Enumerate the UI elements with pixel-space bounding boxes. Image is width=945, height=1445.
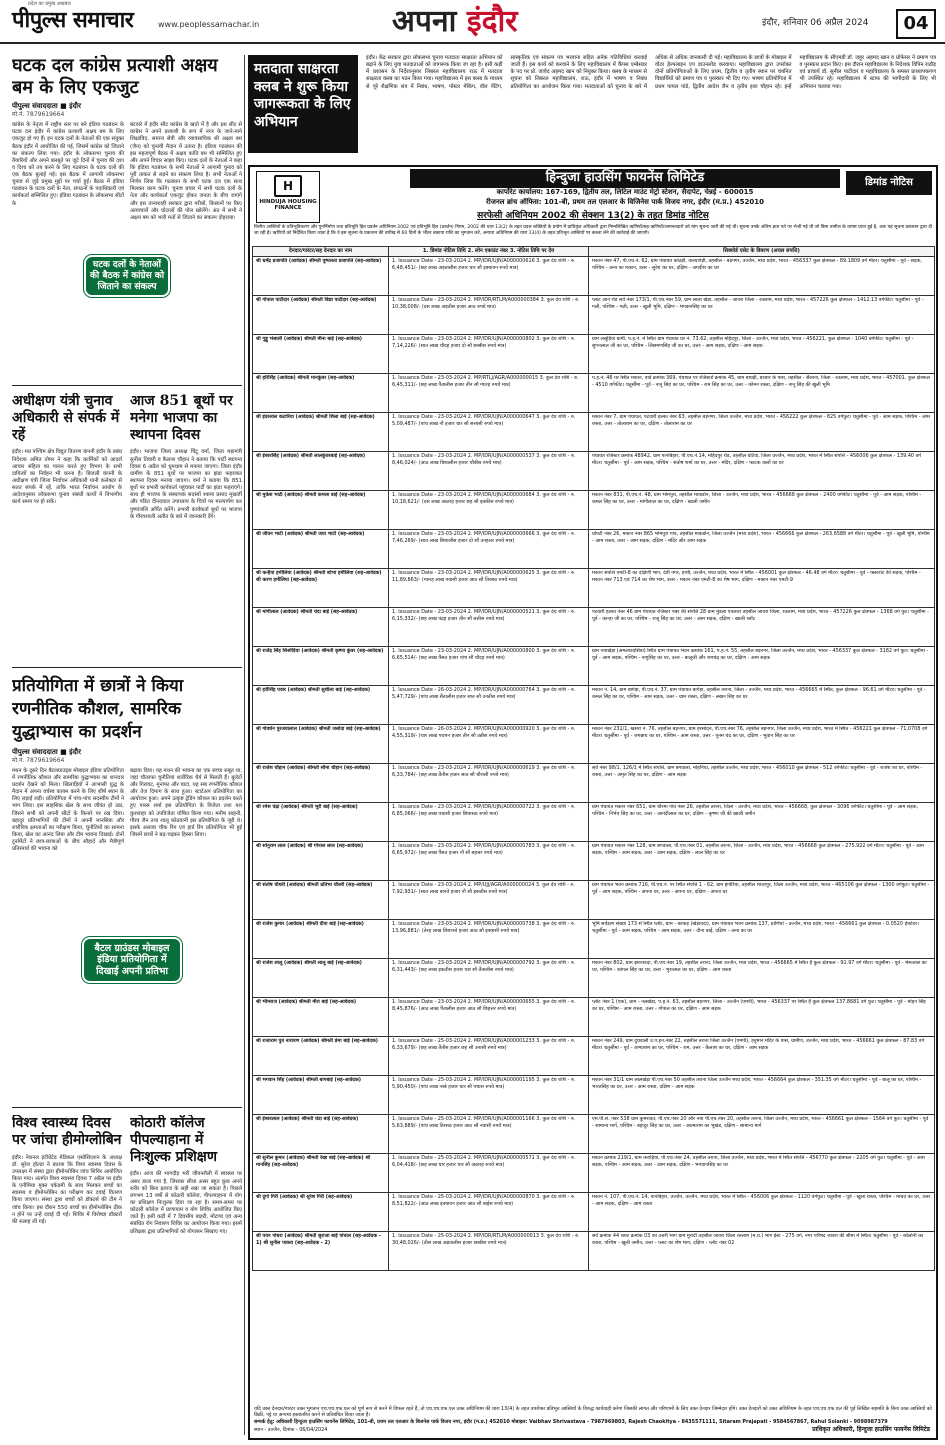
story-health-day bbox=[12, 1115, 122, 1435]
cell-asset: मकान नंबर 7, ग्राम पंचायत, पटवारी हल्का नंबर 63, तहसील बड़नगर, जिला उज्जैन, मध्य प्रदेश, भारत - 456222 कुल क्षेत्रफल - 825 वर्गफुट। चतुर्सीमा - पूर्व - आम सड़क, पश्चिम - आम रास्ता, उत्तर - तोलाराम का घर, दक्षिण - तोलाराम का घर bbox=[589, 413, 935, 452]
notice-table bbox=[252, 246, 935, 1271]
story-bjp-foundation bbox=[130, 393, 242, 683]
cell-asset: एम.पी.सं. नंबर 538 ग्राम कुमरावत, पी.एच.नंबर 20 और नया पी.एच.नंबर 20, तहसील तराना, जिला उज्जैन, मध्य प्रदेश, भारत - 456661 कुल क्षेत्रफल - 1564 वर्ग फुट। चतुर्सीमा - पूर्व - सामान्य मार्ग, पश्चिम - बहादुर सिंह का घर, उत्तर - आत्माराम का भूखंड, दक्षिण - सामान्य मार्ग bbox=[589, 1115, 935, 1154]
cell-borrower: श्री इंदरलाल कटारिया (आवेदक) श्रीमती शिला बाई (सह-आवेदक) bbox=[253, 413, 389, 452]
story-headline: कोठारी कॉलेज पीपल्याहाना में निःशुल्क प्रशिक्षण bbox=[130, 1115, 217, 1165]
cell-borrower: श्री पवन गांधरा (आवेदक) श्रीमती सुराजा बाई पांचाल (सह-आवेदक - 1) श्री सुनील पाकरा (सह-आवेदक - 2) bbox=[253, 1232, 389, 1271]
table-row bbox=[253, 1232, 935, 1271]
cell-demand: 1. Issuance Date - 25-03-2024 2. MP/IDR/UJN/A000000571 3. कुल देय राशि - रु. 6,04,418/- (छह लाख चार हजार चार सौ अठारह रुपये मात्र) bbox=[389, 1154, 589, 1193]
table-row bbox=[253, 842, 935, 881]
story-headline: मतदाता साक्षरता क्लब ने शुरू किया जागरूकता के लिए अभियान bbox=[248, 55, 358, 153]
brand-tagline: प्रदेश का प्रमुख अखबार bbox=[28, 1, 71, 7]
notice-rows bbox=[253, 257, 935, 1271]
table-row bbox=[253, 881, 935, 920]
cell-borrower: श्री राजेंद्र सिंह सिसोदिया (आवेदक) श्रीमती कृष्णा कुंवर (सह-आवेदक) bbox=[253, 647, 389, 686]
cell-demand: 1. Issuance Date - 23-03-2024 2. MP/RTLJ/AGR/A000000015 3. कुल देय राशि - रु. 6,45,311/- (छह लाख पैंतालीस हजार तीन सौ ग्यारह रुपये मात्र) bbox=[389, 374, 589, 413]
footer-place-date: स्थान - उज्जैन, दिनांक - 06/04/2024 bbox=[254, 1427, 328, 1434]
cell-demand: 1. Issuance Date - 23-03-2024 2. MP/IDR/UJN/A000000684 3. कुल देय राशि - रु. 10,18,621/- (दस लाख अठारह हजार छह सौ इक्कीस रुपये मात्र) bbox=[389, 491, 589, 530]
cell-demand: 1. Issuance Date - 23-03-2024 2. MP/IDR/UJN/A000000616 3. कुल देय राशि - रु. 6,48,451/- (छह लाख अड़तालीस हजार चार सौ इक्यावन रुपये मात्र) bbox=[389, 257, 589, 296]
cell-demand: 1. Issuance Date - 25-03-2024 2. MP/IDR/RTLM/A000000013 3. कुल देय राशि - रु. 30,48,026/- (तीस लाख अड़तालीस हजार छब्बीस रुपये मात्र) bbox=[389, 1232, 589, 1271]
cell-asset: प.ह.नं. 46 पर स्थित मकान, वार्ड क्रमांक 369, पंचायत पर रजिस्टर्ड क्रमांक 45, ग्राम बायड़ी, बाजार के पास, तहसील - सैलाना, जिला - रतलाम, मध्य प्रदेश, भारत - 457001, कुल क्षेत्रफल - 4510 वर्गफीट। चतुर्सीमा - पूर्व - नानू सिंह का घर, पश्चिम - राम सिंह का घर, उत्तर - कॉमन रास्ता, दक्षिण - नानू सिंह की खुली भूमि bbox=[589, 374, 935, 413]
cell-demand: 1. Issuance Date - 23-03-2024 2. MP/IDR/UJN/A000000647 3. कुल देय राशि - रु. 5,09,487/- (पांच लाख नौ हजार चार सौ सत्तासी रुपये मात्र) bbox=[389, 413, 589, 452]
table-row bbox=[253, 569, 935, 608]
notice-header bbox=[250, 167, 936, 229]
table-row bbox=[253, 1154, 935, 1193]
cell-borrower: श्री मांगीलाल (आवेदक) श्रीमती चंदा बाई (सह-आवेदक) bbox=[253, 608, 389, 647]
act-title: सरफेसी अधिनियम 2002 की सेक्शन 13(2) के तहत डिमांड नोटिस bbox=[477, 211, 709, 221]
cell-borrower: श्री राजेश कुमार (आवेदक) श्रीमती दीपा बाई (सह-आवेदक) bbox=[253, 920, 389, 959]
table-row bbox=[253, 296, 935, 335]
cell-asset: मकान नंबर 231/1, खसरा नं. 76, तहसील बड़नगर, ग्राम हरसोदन, पी.एच.नंबर 76, तहसील बड़नगर, जिला उज्जैन, मध्य प्रदेश, भारत में स्थित - 456221 कुल क्षेत्रफल - 71.0708 वर्ग मीटर। चतुर्सीमा - पूर्व - जगन्नाथ का घर, पश्चिम - आम रास्ता, उत्तर - पूनम चंद का घर, दक्षिण - भुवान सिंह का घर bbox=[589, 725, 935, 764]
dateline: इंदौर, शनिवार 06 अप्रैल 2024 bbox=[762, 18, 869, 28]
story-voter-literacy bbox=[248, 55, 938, 165]
table-row bbox=[253, 374, 935, 413]
cell-demand: 1. Issuance Date - 23-03-2024 2. MP/IDR/UJN/A000000625 3. कुल देय राशि - रु. 11,89,863/- (ग्यारह लाख नवासी हजार आठ सौ तिरसठ रुपये मात्र) bbox=[389, 569, 589, 608]
cell-asset: मकान नंबर 47, पी.एच.नं. 62, ग्राम पंचायत कोठड़ी, वाल्यापेड़ी, तहसील - बड़नगर, उज्जैन, मध्य प्रदेश, भारत - 456337 कुल क्षेत्रफल - 89.1809 वर्ग मीटर। चतुर्सीमा - पूर्व - सड़क, पश्चिम - अन्य का मकान, उत्तर - सुरेश का घर, दक्षिण - जगदीश का घर bbox=[589, 257, 935, 296]
cell-asset: मकान नंबर 831, पी.एच.नं. 48, ग्राम भोमपुरा, तहसील माकडोन, जिला - उज्जैन, मध्य प्रदेश, भारत - 456668 कुल क्षेत्रफल - 2400 वर्गफीट। चतुर्सीमा - पूर्व - आम सड़क, पश्चिम - कमल सिंह का घर, उत्तर - मांगीलाल का घर, दक्षिण - खाली जमीन bbox=[589, 491, 935, 530]
cell-demand: 1. Issuance Date - 26-03-2024 2. MP/IDR/UJN/A000000764 3. कुल देय राशि - रु. 5,47,729/- (पांच लाख सैंतालीस हजार सात सौ उनतीस रुपये मात्र) bbox=[389, 686, 589, 725]
cell-borrower: श्री गोवर्धन पुरजवालाल (आवेदक) श्रीमती जसोदा बाई (सह-आवेदक) bbox=[253, 725, 389, 764]
column-separator bbox=[244, 55, 245, 1435]
cell-asset: ग्राम पंचायत भवन क्रमांक 716, पी.एच.नं. पर स्थित संपत्ति 1 - 62, ग्राम इंगोरिया, तहसील शाजापुर, जिला उज्जैन, मध्य प्रदेश, भारत - 465106 कुल क्षेत्रफल - 1300 वर्गफुट। चतुर्सीमा - पूर्व - आम सड़क, पश्चिम - अपना घर, उत्तर - अपना घर, दक्षिण - अपना घर bbox=[589, 881, 935, 920]
story-callout-badge: बैटल ग्राउंडस मोबाइल इंडिया प्रतियोगिता में दिखाई अपनी प्रतिभा bbox=[82, 937, 182, 983]
section-title bbox=[392, 2, 518, 41]
story-body: इंदौर। नेशनल इंटीग्रेटेड मेडिकल एसोसिएशन के अध्यक्ष डॉ. सुरेश होल्डा ने बताया कि विश्व स्वास्थ्य दिवस के उपलक्ष्य में संस्था द्वारा हीमोग्लोबिन जांच शिविर आयोजित किया गया। अंतर्गत विश्व स्वास्थ्य दिवस 7 अप्रैल पर इंदौर के एनीमिया मुक्त एकेडमी के साथ मिलकर बच्चों का स्वास्थ्य व हीमोग्लोबिन का परीक्षण कर दवाई वितरण किया जाएगा। संस्था द्वारा बच्चों को डॉक्टर्स की टीम ने जांच किया। इस दौरान 550 बच्चों का हीमोग्लोबिन ठीक न होने पर उन्हें दवाई दी गई। शिविर में विशेषज्ञ डॉक्टरों की सलाह ली गई। bbox=[12, 1154, 122, 1225]
col-header-asset: सिक्योर्ड एसेट के विवरण (अचल संपत्ति) bbox=[589, 247, 935, 257]
table-row bbox=[253, 803, 935, 842]
table-row bbox=[253, 959, 935, 998]
regional-address: रीजनल ब्रांच ऑफिस: 101-बी, प्रथम तल एलआर के विजिनेस पार्क विजय नगर, इंदौर (म.प्र.) 452010 bbox=[486, 198, 764, 206]
table-row bbox=[253, 452, 935, 491]
divider bbox=[12, 385, 242, 386]
story-body-col1: मंथन के दूसरे दिन बैटलग्राउंड्स मोबाइल इंडिया प्रतियोगिता में रणनीतिक कौशल और सामरिक युद्धाभ्यास का शानदार प्रदर्शन देखने को मिला। खिलाड़ियों ने आभासी युद्ध के मैदान में अपना वर्चस्व कायम करने के लिए शीर्ष स्थान के लिए लड़ाई लड़ी। प्रतियोगिता में पांच-पांच सदस्यीय टीमों ने भाग लिया। इस साहसिक खेल के साथ जीवंत हो उठा, जिसने सभी को अपनी सीटों के किनारे पर रख दिया। बहादुर प्रतिभागियों की टीमों ने अपनी मानसिक और शारीरिक क्षमताओं का परीक्षण किया, चुनौतियों का सामना किया, खेल का आनंद लिया और टीम भावना दिखाई। दोनों टूर्नामेंटों ने छात्र-छात्राओं के बीच सौहार्द और मैत्रीपूर्ण प्रतिस्पर्धा की भावना को bbox=[12, 767, 124, 853]
cell-borrower: श्री राजाराम पुत्र नारायण (आवेदक) श्रीमती प्रेमा बाई (सह-आवेदक) bbox=[253, 1037, 389, 1076]
cell-borrower: श्री कन्हैया हमीलिया (आवेदक) श्रीमती शोभा हमीलिया (सह-आवेदक) श्री करण हमीलिया (सह-आवेदक) bbox=[253, 569, 389, 608]
cell-asset: प्लाट आन रोड सर्वे नंबर 173/1, पी.एच.नंबर 59, ग्राम लाला खेड़ा, तहसील - जावरा जिला - रतलाम, मध्य प्रदेश, भारत - 457226 कुल क्षेत्रफल - 1412.13 वर्गफीट। चतुर्सीमा - पूर्व - गली, पश्चिम - गली, उत्तर - खुली भूमि, दक्षिण - भगवानसिंह का घर bbox=[589, 296, 935, 335]
cell-asset: प्रोपर्टी नंबर 26, मकान नंबर 865 भोमपुरा गांव, तहसील माकडोन, जिला उज्जैन (मध्य प्रदेश), भारत - 456666 कुल क्षेत्रफल - 263.6588 वर्ग मीटर। चतुर्सीमा - पूर्व - खुली भूमि, पश्चिम - आम रास्ता, उत्तर - आम सड़क, दक्षिण - मंदिर और आम सड़क bbox=[589, 530, 935, 569]
story-mobile: मो.नं. 7879619664 bbox=[12, 111, 65, 119]
cell-demand: 1. Issuance Date - 23-03-2024 2. MP/IDR/UJN/A000000655 3. कुल देय राशि - रु. 8,45,876/- (आठ लाख पैंतालीस हजार आठ सौ छिहत्तर रुपये मात्र) bbox=[389, 998, 589, 1037]
cell-asset: मकान संपत्ति एमटी-8 का दक्षिणी भाग, देवी नगर, हाथी, उज्जैन, मध्य प्रदेश, भारत में स्थित - 456001 कुल क्षेत्रफल - 46.48 वर्ग मीटर। चतुर्सीमा - पूर्व - फ्लटरांट की सड़क, पश्चिम - मकान नंबर 713 एवं 714 का शेष भाग, उत्तर - मकान नंबर एमटी-8 का शेष भाग, दक्षिण - मकान नंबर एमटी-9 bbox=[589, 569, 935, 608]
cell-demand: 1. Issuance Date - 25-03-2024 2. MP/IDR/UJN/A000001233 3. कुल देय राशि - रु. 6,33,679/- (छह लाख तैंतीस हजार छह सौ उनासी रुपये मात्र) bbox=[389, 1037, 589, 1076]
cell-demand: 1. Issuance Date - 23-03-2024 2. MP/IDR/UJN/A000000666 3. कुल देय राशि - रु. 7,46,269/- (सात लाख छियालीस हजार दो सौ उनहत्तर रुपये मात्र) bbox=[389, 530, 589, 569]
cell-demand: 1. Issuance Date - 23-03-2024 2. MP/IDR/UJN/A000000722 3. कुल देय राशि - रु. 6,85,066/- (छह लाख पचासी हजार छियासठ रुपये मात्र) bbox=[389, 803, 589, 842]
cell-borrower: श्री गुड्डू भंसाली (आवेदक) श्रीमती मीना बाई (सह-आवेदक) bbox=[253, 335, 389, 374]
cell-asset: मकान क्रमांक 219/1, ग्राम कराड़िया, पी.एच.नंबर 24, तहसील तराना, जिला उज्जैन, मध्य प्रदेश, भारत में स्थित संपत्ति - 456770 कुल क्षेत्रफल - 2205 वर्ग फुट। चतुर्सीमा - पूर्व - आम सड़क, पश्चिम - आम सड़क, उत्तर - आम सड़क, दक्षिण - भगवानसिंह का घर bbox=[589, 1154, 935, 1193]
story-callout-badge: घटक दलों के नेताओं की बैठक में कांग्रेस को जिताने का संकल्प bbox=[84, 255, 170, 297]
cell-asset: सर्वे नंबर 98/1, 126/1 में स्थित संपत्ति, ग्राम बगवाला, मोहनिया, तहसील उज्जैन, मध्य प्रदेश, भारत - 456010 कुल क्षेत्रफल - 512 वर्गफीट। चतुर्सीमा - पूर्व - राजेश का घर, पश्चिम - रास्ता, उत्तर - अमृत सिंह का घर, दक्षिण - आम सड़क bbox=[589, 764, 935, 803]
cell-borrower: श्री भीमराज (आवेदक) श्रीमती मीरा बाई (सह-आवेदक) bbox=[253, 998, 389, 1037]
cell-borrower: श्री ईश्वरलाल (आवेदक) श्रीमती चंदा बाई (सह-आवेदक) bbox=[253, 1115, 389, 1154]
cell-demand: 1. Issuance Date - 23-03-2024 2. MP/IDR/UJN/A000000783 3. कुल देय राशि - रु. 6,65,972/- (छह लाख पैंसठ हजार नौ सौ बहत्तर रुपये मात्र) bbox=[389, 842, 589, 881]
story-body: इंदौर। आज की भागदौड़ भरी जीवनशैली में स्वास्थ्य पर असर डाला गया है, जिसका सीधा असर बहुत कुछ अपने शरीर को बिना इलाज के सही रखा जा सकता है। पिछले लगभग 13 वर्षों से कोठारी कॉलेज, पीपल्याहाना में योग का प्रशिक्षण निःशुल्क दिया जा रहा है। समय-समय पर कोठारी कॉलेज में प्राणायाम व योग शिविर आयोजित किए जाते हैं। इसी कड़ी में 7 दिवसीय बाहरी, मोटापा एवं अन्य संबंधित रोग निवारण शिविर का आयोजन किया गया। इसमें प्रशिक्षक द्वारा प्रतिभागियों को योगासन सिखाए गए। bbox=[130, 1171, 242, 1235]
table-row bbox=[253, 491, 935, 530]
cell-asset: सर्वे क्रमांक 44 प्लाट क्रमांक 03 का उत्तरी भाग ग्राम मुरादी तहसील जावरा जिला रतलाम (म.प्र.) भाग ईस्ट - 275 वर्ग, नगर परिषद जावरा की सीमा में स्थित। चतुर्सीमा - पूर्व - कॉलोनी का रास्ता, पश्चिम - खुली जमीन, उत्तर - प्लाट का शेष भाग, दक्षिण - प्लॉट नंबर 02 bbox=[589, 1232, 935, 1271]
cell-asset: मकान नंबर 802, ग्राम झरनावदा, पी.एच.नंबर 19, तहसील तराना, जिला उज्जैन, मध्य प्रदेश, भारत - 456665 में स्थित है कुल क्षेत्रफल - 91.97 वर्ग मीटर। चतुर्सीमा - पूर्व - भेरूलाल का घर, पश्चिम - कांगल सिंह का घर, उत्तर - भुरालाल का घर, दक्षिण - आम रास्ता bbox=[589, 959, 935, 998]
brand-logo: पीपुल्स समाचार bbox=[12, 7, 134, 33]
cell-demand: 1. Issuance Date - 25-03-2024 2. MP/IDR/UJN/A000001166 3. कुल देय राशि - रु. 5,63,889/- (पांच लाख तिरसठ हजार आठ सौ नवासी रुपये मात्र) bbox=[389, 1115, 589, 1154]
story-body: इंदौर। भाजपा जिला अध्यक्ष चिंटू वर्मा, जिला महामंत्री सुनील तिवारी व कैलाश चौहान ने बताया कि पार्टी स्थापना दिवस 6 अप्रैल को धूमधाम से मनाया जाएगा। जिला इंदौर ग्रामीण के 851 बूथों पर भाजपा का झंडा फहराकर स्थापना दिवस मनाया जाएगा। वर्मा ने बताया कि 851 बूथों पर प्रभारी कार्यकर्ता पहुंचकर पार्टी का झंडा फहराएंगे। साथ ही भाजपा के संस्थापक सदस्यों श्यामा प्रसाद मुखर्जी और पंडित दीनदयाल उपाध्याय के चित्रों पर माल्यार्पण कर पुष्पांजलि अर्पित करेंगे। प्रभारी कार्यकर्ता बूथों पर भाजपा के गौरवशाली अतीत के बारे में जानकारी देंगे। bbox=[130, 449, 242, 520]
table-row bbox=[253, 1115, 935, 1154]
cell-demand: 1. Issuance Date - 23-03-2024 2. MP/IDR/UJN/A000000537 3. कुल देय राशि - रु. 8,46,024/- (आठ लाख छियालीस हजार चौबीस रुपये मात्र) bbox=[389, 452, 589, 491]
cell-asset: भूमि सर्वेक्षण संख्या 173 से स्थित प्लॉट, ग्राम - कांकड़ (खेड़ावदा), ग्राम पंचायत भवन क्रमांक 137, प्राणियां - उज्जैन, मध्य प्रदेश, भारत - 456661 कुल क्षेत्रफल - 0.0520 हेक्टेयर। चतुर्सीमा - पूर्व - आम सड़क, पश्चिम - आम सड़क, उत्तर - दीना बाई, दक्षिण - अन्य का घर bbox=[589, 920, 935, 959]
logo-text: HINDUJA HOUSING FINANCE bbox=[259, 199, 317, 212]
demand-notice-ad bbox=[248, 165, 938, 1440]
section-title-pre: अपना bbox=[392, 4, 457, 39]
table-row bbox=[253, 647, 935, 686]
table-row bbox=[253, 1037, 935, 1076]
cell-borrower: श्री संतोष चौधरी (आवेदक) श्रीमती प्रतिभा चौधरी (सह-आवेदक) bbox=[253, 881, 389, 920]
story-adhikshan-yantri bbox=[12, 393, 122, 683]
cell-asset: पंचायत रजिस्टर क्रमांक 48942, ग्राम पानबिहार, पी.एच.नं.14, महिदपुर रोड, तहसील घटिया, जिला उज्जैन, मध्य प्रदेश, भारत में स्थित संपत्ति - 456006 कुल क्षेत्रफल - 139.40 वर्ग मीटर। चतुर्सीमा - पूर्व - आम सड़क, पश्चिम - संतोष शर्मा का घर, उत्तर - मंदिर, दक्षिण - फाटक वालों का घर bbox=[589, 452, 935, 491]
cell-asset: ग्राम नयाखेड़ा (अमलावदसिवा) स्थित ग्राम पंचायत भवन क्रमांक 161, प.ह.नं. 55, तहसील बड़नगर, जिला उज्जैन, मध्य प्रदेश, भारत - 456337 कुल क्षेत्रफल - 3182 वर्ग फुट। चतुर्सीमा - पूर्व - आम सड़क, पश्चिम - नागुसिंह का घर, उत्तर - बालूजी और रामचंद्र का घर, दक्षिण - आम सड़क bbox=[589, 647, 935, 686]
cell-demand: 1. Issuance Date - 23-03-2024 2. MP/IDR/UJN/A000000800 3. कुल देय राशि - रु. 6,65,514/- (छह लाख पैंसठ हजार पांच सौ चौदह रुपये मात्र) bbox=[389, 647, 589, 686]
cell-demand: 1. Issuance Date - 26-03-2024 2. MP/IDR/UJN/A000000920 3. कुल देय राशि - रु. 4,55,319/- (चार लाख पचपन हजार तीन सौ उन्नीस रुपये मात्र) bbox=[389, 725, 589, 764]
cell-demand: 1. Issuance Date - 23-03-2024 2. MP/IDR/UJN/A000000738 3. कुल देय राशि - रु. 13,96,881/- (तेरह लाख छियानबे हजार आठ सौ इक्यासी रुपये मात्र) bbox=[389, 920, 589, 959]
cell-borrower: श्री मुकेश भाटी (आवेदक) श्रीमती कमला बाई (सह-आवेदक) bbox=[253, 491, 389, 530]
cell-borrower: श्री धर्मेंद्र प्रजापति (आवेदक) श्रीमती पुष्पलता प्रजापति (सह-आवेदक) bbox=[253, 257, 389, 296]
cell-demand: 1. Issuance Date - 23-03-2024 2. MP/IDR/UJN/A000000792 3. कुल देय राशि - रु. 6,31,443/- (छह लाख इकतीस हजार चार सौ तैंतालीस रुपये मात्र) bbox=[389, 959, 589, 998]
cell-demand: 1. Issuance Date - 25-03-2024 2. MP/IDR/UJN/A000000870 3. कुल देय राशि - रु. 8,51,822/- (आठ लाख इक्यावन हजार आठ सौ बाईस रुपये मात्र) bbox=[389, 1193, 589, 1232]
story-body: इंदौर। मप्र पश्चिम क्षेत्र विद्युत वितरण कंपनी इंदौर के प्रबंध निदेशक अमित तोमर ने कहा कि कार्मिकों को आदर्श आचार संहिता का पालन करते हुए विभाग के सभी दायित्वों का निर्वहन भी करना है। बिजली कंपनी के अधीक्षण यंत्री जिला निर्वाचन अधिकारी यानी कलेक्टर से सतत संपर्क में रहें, ताकि भारत निर्वाचन आयोग के आदेशानुसार लोकसभा चुनाव संबंधी कार्यों में विभागीय कार्य समय पर हो सकें। bbox=[12, 449, 122, 506]
col-header-borrower: देनदार/गारंटर/सह देनदार का नाम bbox=[253, 247, 389, 257]
table-row bbox=[253, 920, 935, 959]
story-headline: आज 851 बूथों पर मनेगा भाजपा का स्थापना दिवस bbox=[130, 393, 233, 443]
story-body-col2: बंटवारे में इंदौर सीट कांग्रेस के खाते में है और इस सीट से कांग्रेस ने अपने प्रत्याशी के रूप में नगर के जाने-माने शिक्षाविद, समाज सेवी और व्यावसायिक श्री अक्षय बम (जैन) को चुनावी मैदान में उतारा है। इंडिया गठबंधन की इस महत्वपूर्ण बैठक में अक्षय कांति बम भी सम्मिलित हुए और अपने विचार साझा किए। घटक दलों के नेताओं ने कहा कि इंडिया गठबंधन के सभी नेताओं ने आगामी चुनाव को पूरी ताकत से लड़ने का संकल्प लिया है। सभी नेताओं ने निर्णय लिया कि गठबंधन के सभी घटक दल एक साथ मिलकर काम करेंगे। चुनाव प्रचार में सभी घटक दलों के नेता और कार्यकर्ता एकजुट होकर जनता के बीच जाएंगे और इस तानाशाही सरकार द्वारा गरीबों, किसानों पर किए अत्याचारों और घोटालों की पोल खोलेंगे। अंत में सभी ने अक्षय बम को भारी मतों से जिताने का संकल्प दोहराया। bbox=[130, 122, 242, 221]
left-column bbox=[12, 55, 242, 1435]
story-byline: पीपुल्स संवाददाता ■ इंदौर bbox=[12, 102, 81, 111]
section-title-city: इंदौर bbox=[466, 4, 518, 39]
footer-contacts: सम्पर्क हेतु: अधिकारी हिन्दुजा हाउसिंग फायनेंस लिमिटेड, 101-बी, प्रथम तल एलआर के बिजनेस पार्क विजय नगर, इंदौर (म.प्र.) 452010 मोबाइल: Vaibhav Shrivastava - 7987969803, Rajesh Chaokitya - 8435571111, Sitaram Prajapati - 9584567867, Rahul Solanki - 9098987379 bbox=[254, 1418, 888, 1425]
cell-demand: 1. Issuance Date - 23-03-2024 2. MP/IDR/UJN/A000000619 3. कुल देय राशि - रु. 6,33,784/- (छह लाख तैंतीस हजार सात सौ चौरासी रुपये मात्र) bbox=[389, 764, 589, 803]
story-body: इंदौर। केंद्र सरकार द्वारा लोकसभा चुनाव मतदाता साक्षरता अभियान को बढ़ाने के लिए युवा मतदाताओं को जागरूक किया जा रहा है। इसी कड़ी में प्रशासन के निर्देशानुसार लिबरल महाविद्यालय राऊ में मतदाता साक्षरता क्लब का गठन किया गया। महाविद्यालय में इस क्लब के माध्यम से पूरे शैक्षणिक सत्र में निबंध, भाषण, पोस्टर मेकिंग, वॉल पेंटिंग, सांस्कृतिक एवं संकल्प पत्र भरवाना सहित अनेक गतिविधियां करवाई जाती हैं। इस कार्य को करवाने के लिए महाविद्यालय में कैंपस एम्बेसडर के पद पर प्रो. जावेद अहमद खान को नियुक्त किया। क्लब के माध्यम से सूचना को लिबरल महाविद्यालय, राऊ, इंदौर में भाषण व निबंध प्रतियोगिता का आयोजन किया गया। मतदाताओं को चुनाव के बारे में अधिक से अधिक जानकारी दी गई। महाविद्यालय के छात्रों के मोबाइल में वोटर हेल्पलाइन एप डाउनलोड करवाया। महाविद्यालय द्वारा उपरोक्त दोनों प्रतियोगिताओं के लिए प्रथम, द्वितीय व तृतीय स्थान पर चयनित विद्यार्थियों को प्रमाण पत्र व पुरस्कार भी दिए गए। भाषण प्रतियोगिता में प्रथम पायल पांडे, द्वितीय आदेश जैन व तृतीय इशा चौहान रहे। इन्हें महाविद्यालय के सीएमडी डॉ. जहूर अहमद खान व प्रोफेसर ने प्रमाण पत्र व पुरस्कार प्रदान किए। इस दौरान महाविद्यालय के निदेशक विपिन राठौड़ एवं प्राचार्य डॉ. सुनील पाटीदार व महाविद्यालय के समस्त प्राध्यापकगण भी उपस्थित रहे। महाविद्यालय में स्टाफ की भागीदारी के लिए भी अभियान चलाया गया। bbox=[366, 55, 936, 90]
cell-demand: 1. Issuance Date - 23-03-2024 2. MP/UJJ/AGR/A000000024 3. कुल देय राशि - रु. 7,92,931/- (सात लाख बानवे हजार नौ सौ इकतीस रुपये मात्र) bbox=[389, 881, 589, 920]
cell-borrower: श्री भगवान सिंह (आवेदक) श्रीमती बागबाई (सह-आवेदक) bbox=[253, 1076, 389, 1115]
story-body-col2: बढ़ावा दिया। यह मंथन की भावना का एक सच्चा सबूत था, जहां चौतरफा चुनौतियां शारीरिक धैर्य से मिलती हैं। बुलेटों और गिरावट, मुनाफा और घाटा, यह सब रणनीतिक कौशल और तेज दिमाग के साथ हुआ। स्टार्टअप प्रतियोगिता का आयोजन हुआ। अपने उत्कृष्ट ट्रेडिंग कौशल का प्रदर्शन करते हुए पारस शर्मा इस प्रतियोगिता के विजेता तथा यश कुशवाहा को उपविजेता घोषित किया गया। मनीष साहनी, गौरव जैन तथा शालू कोठवानी इस प्रतियोगिता के जूरी थे। इसके अलावा चौक रिंग एवं हार्ड रिंग प्रतियोगिता भी हुई जिसमें छात्रों ने बढ़-चढ़कर हिस्सा लिया। bbox=[130, 767, 242, 838]
authorized-signatory: प्राधिकृत अधिकारी, हिन्दुजा हाउसिंग फायनेंस लिमिटेड bbox=[812, 1426, 930, 1434]
cell-asset: प्लॉट नंबर 1 (एक), ग्राम - नलखेड़ा, प.ह.नं. 63, तहसील बड़नगर, जिला - उज्जैन (एमपी), भारत - 456337 पर स्थित है कुल क्षेत्रफल 137.8681 वर्ग फुट। चतुर्सीमा - पूर्व - मोहन सिंह का घर, पश्चिम - आम रास्ता, उत्तर - गोपाल का घर, दक्षिण - आम सड़क bbox=[589, 998, 935, 1037]
col-header-demand: 1. डिमांड नोटिस तिथि 2. लोन एकाउंट नंबर 3. नोटिस तिथि पर देय bbox=[389, 247, 589, 257]
table-row bbox=[253, 1193, 935, 1232]
cell-borrower: श्री गोपाल पाटीदार (आवेदक) श्रीमती विद्या पाटीदार (सह-आवेदक) bbox=[253, 296, 389, 335]
table-header-row bbox=[253, 247, 935, 257]
cell-borrower: श्री हरीसिंह पवार (आवेदक) श्रीमती सुशीला बाई (सह-आवेदक) bbox=[253, 686, 389, 725]
story-headline: अधीक्षण यंत्री चुनाव अधिकारी से संपर्क में रहें bbox=[12, 393, 120, 443]
story-mobile: मो.नं. 7879619664 bbox=[12, 756, 65, 764]
demand-notice-tag: डिमांड नोटिस bbox=[846, 171, 932, 195]
footer-text: यदि उक्त देनदार/गारंटर उक्त भुगतान एच.एच.एफ.एल को पूर्ण रूप से करने में विफल रहते हैं, तो एच.एच.एफ.एल उक्त अधिनियम की धारा 13(4) के तहत उपरोक्त प्रतिभूत आस्तियों के विरुद्ध कार्यवाही करेगा जिसकी लागत और परिणामों के लिए उक्त देनदार जिम्मेदार होंगे। उक्त देनदारों को उक्त अधिनियम के तहत एच.एच.एफ.एल की पूर्व लिखित सहमति के बिना उक्त आस्तियों को बिक्री, पट्टे या अन्यथा हस्तांतरित करने से प्रतिबंधित किया जाता है। bbox=[254, 1405, 932, 1419]
cell-demand: 1. Issuance Date - 23-03-2024 2. MP/IDR/UJN/A000000802 3. कुल देय राशि - रु. 7,14,226/- (सात लाख चौदह हजार दो सौ छब्बीस रुपये मात्र) bbox=[389, 335, 589, 374]
cell-demand: 1. Issuance Date - 23-03-2024 2. MP/IDR/UJN/A000000521 3. कुल देय राशि - रु. 6,15,332/- (छह लाख पंद्रह हजार तीन सौ बत्तीस रुपये मात्र) bbox=[389, 608, 589, 647]
table-row bbox=[253, 335, 935, 374]
house-logo-icon: H bbox=[274, 175, 302, 197]
website-url[interactable]: www.peoplessamachar.in bbox=[158, 20, 260, 29]
cell-asset: मकान नंबर 249, ग्राम दुधवाली उ.प.हन.नंबर 22, तहसील तराना जिला उज्जैन (एमपी), हनुमान मंदिर के पास, ग्रामीण, उज्जैन, मध्य प्रदेश, भारत - 456661 कुल क्षेत्रफल - 87.83 वर्ग मीटर। चतुर्सीमा - पूर्व - अभ्याराम का घर, पश्चिम - राम, उत्तर - कैलाश का घर, दक्षिण - आम सड़क bbox=[589, 1037, 935, 1076]
table-row bbox=[253, 1076, 935, 1115]
cell-borrower: श्री सुनील कुमार (आवेदक) श्रीमती रेखा बाई (सह-आवेदक) श्री मानसिंह (सह-आवेदक) bbox=[253, 1154, 389, 1193]
cell-borrower: श्री ईश्वरसिंह (आवेदक) श्रीमती लालकुंवरबाई (सह-आवेदक) bbox=[253, 452, 389, 491]
cell-borrower: श्री राजेश चौहान (आवेदक) श्रीमती सीमा चौहान (सह-आवेदक) bbox=[253, 764, 389, 803]
story-byline: पीपुल्स संवाददाता ■ इंदौर bbox=[12, 747, 81, 756]
cell-borrower: श्री जीवन भाटी (आवेदक) श्रीमती जया भाटी (सह-आवेदक) bbox=[253, 530, 389, 569]
cell-asset: ग्राम लसूड़िया ग्रामी, प.ह.नं. में स्थित ग्राम पंचायत घर नं. 73.62, तहसील महिदपुर, जिला - उज्जैन, मध्य प्रदेश, भारत - 456221, कुल क्षेत्रफल - 1040 वर्गफीट। चतुर्सीमा - पूर्व - सुगनलाल जी का घर, पश्चिम - लिछमणसिंह जी का घर, उत्तर - आम सड़क, दक्षिण - आम सड़क bbox=[589, 335, 935, 374]
cell-demand: 1. Issuance Date - 25-03-2024 2. MP/IDR/UJN/A000001195 3. कुल देय राशि - रु. 5,90,450/- (पांच लाख नब्बे हजार चार सौ पचास रुपये मात्र) bbox=[389, 1076, 589, 1115]
cell-borrower: श्री रमेश चंद्रा (आवेदक) श्रीमती भूरी बाई (सह-आवेदक) bbox=[253, 803, 389, 842]
table-row bbox=[253, 257, 935, 296]
story-headline: प्रतियोगिता में छात्रों ने किया रणनीतिक कौशल, सामरिक युद्धाभ्यास का प्रदर्शन bbox=[12, 676, 184, 742]
cell-borrower: श्री दुर्गा गिरी (आवेदक) श्री सुरेश गिरी (सह-आवेदक) bbox=[253, 1193, 389, 1232]
cell-asset: ग्राम पंचायत मकान नंबर 128, ग्राम बगवाला, पी.एच.नंबर 01, तहसील तराना, जिला - उज्जैन, मध्य प्रदेश, भारत - 456668 कुल क्षेत्रफल - 275.922 वर्ग मीटर। चतुर्सीमा - पूर्व - आम सड़क, पश्चिम - आम सड़क, उत्तर - आम सड़क, दक्षिण - लाल सिंह का घर bbox=[589, 842, 935, 881]
table-row bbox=[253, 998, 935, 1037]
table-row bbox=[253, 725, 935, 764]
cell-borrower: श्री हरिसिंह (आवेदक) श्रीमती मानकुंवर (सह-आवेदक) bbox=[253, 374, 389, 413]
divider bbox=[12, 1107, 242, 1108]
divider bbox=[12, 667, 242, 668]
corporate-address: कार्पोरेट कार्यालय: 167-169, द्वितीय तल, लिटिल माउंट मेट्रो स्टेशन, सैदापेट, चेन्नई - 600015 bbox=[496, 188, 754, 196]
table-row bbox=[253, 608, 935, 647]
table-row bbox=[253, 686, 935, 725]
cell-asset: मकान नंबर 31/1 ग्राम लालखेड़ा पी.एच.नंबर 50 तहसील तराना जिला उज्जैन मध्य प्रदेश, भारत - 456664 कुल क्षेत्रफल - 351.35 वर्ग मीटर। चतुर्सीमा - पूर्व - बालू का घर, पश्चिम - भारतसिंह का घर, उत्तर - आम रास्ता, दक्षिण - आम सड़क bbox=[589, 1076, 935, 1115]
story-body-col1: कांग्रेस के नेतृत्व में राष्ट्रीय स्तर पर बने इंडिया गठबंधन के घटक दल इंदौर में कांग्रेस प्रत्याशी अक्षय बम के लिए एकजुट हो गए हैं। इन घटक दलों के नेताओं की एक संयुक्त बैठक इंदौर में आयोजित की गई, जिसमें कांग्रेस को जिताने का संकल्प लिया गया। इंदौर के लोकसभा चुनाव की तैयारियों और अपने बलबूते पर जुटे दिनों में चुनाव की दशा व दिशा को तय करने के लिए गठबंधन के घटक दलों की एक बैठक बुलाई गई। इस बैठक में आगामी लोकसभा चुनाव से जुड़े प्रमुख मुद्दों पर चर्चा हुई। बैठक में इंडिया गठबंधन के घटक दलों के नेता, संगठनों के पदाधिकारी एवं कार्यकर्ता सम्मिलित हुए। इंडिया गठबंधन के लोकसभा सीटों के bbox=[12, 122, 124, 207]
masthead bbox=[0, 0, 945, 44]
notice-intro: वित्तीय आस्तियों के प्रतिभूतिकरण और पुनर्निर्माण तथा प्रतिभूति हित प्रवर्तन अधिनियम 2002 एवं प्रतिभूति हित (प्रवर्तन) नियम, 2002 की धारा 13(2) के तहत प्रदत्त शक्तियों के प्रयोग में प्राधिकृत अधिकारी द्वारा निम्नलिखित ऋणियों/सह-ऋणियों/जमानतदारों को मांग सूचना जारी की गई थी। सूचना उनके अंतिम ज्ञात पते पर भेजी गई थी जो बिना तामील के वापस प्राप्त हुई है, अतः यह सूचना प्रकाशन द्वारा दी जा रही है। ऋणियों को निर्देशित किया जाता है कि वे इस सूचना के प्रकाशन की तारीख से 60 दिनों के भीतर बकाया राशि का भुगतान करें, अन्यथा अधिनियम की धारा 13(4) के तहत प्रतिभूत आस्तियों पर कब्जा लेने की कार्रवाई की जाएगी। bbox=[254, 225, 932, 236]
story-headline: विश्व स्वास्थ्य दिवस पर जांचा हीमोग्लोबिन bbox=[12, 1115, 122, 1148]
cell-asset: मकान नं. 14, ग्राम बागेड़ा, पी.एच.नं. 37, ग्राम पंचायत बागेड़ा, तहसील तराना, जिला - उज्जैन, मध्य प्रदेश, भारत - 456665 में स्थित, कुल क्षेत्रफल - 96.61 वर्ग मीटर। चतुर्सीमा - पूर्व - कमल सिंह का घर, पश्चिम - आम सड़क, उत्तर - ग्राम रास्ता, दक्षिण - लखन सिंह का घर bbox=[589, 686, 935, 725]
cell-asset: मकान नं. 107, पी.एच.नं. 14, पानबिहार, उज्जैन, उज्जैन, मध्य प्रदेश, भारत में स्थित - 456006 कुल क्षेत्रफल - 1120 वर्गफुट। चतुर्सीमा - पूर्व - खुला रास्ता, पश्चिम - माधव का घर, उत्तर - आम सड़क, दक्षिण - आम रास्ता bbox=[589, 1193, 935, 1232]
story-kothari-college bbox=[130, 1115, 242, 1435]
table-row bbox=[253, 764, 935, 803]
story-pratiyogita bbox=[12, 675, 242, 1160]
cell-borrower: श्री सोनुराम लाल (आवेदक) श्री गोपाल लाल (सह-आवेदक) bbox=[253, 842, 389, 881]
cell-demand: 1. Issuance Date - 23-03-2024 2. MP/IDR/RTLM/A000000384 3. कुल देय राशि - रु. 10,38,008/- (दस लाख अड़तीस हजार आठ रुपये मात्र) bbox=[389, 296, 589, 335]
cell-asset: ग्राम पंचायत मकान नंबर 651, ग्राम चौरमा गांव नंबर 26, तहसील तराना, जिला - उज्जैन, मध्य प्रदेश, भारत - 456668, कुल क्षेत्रफल - 3096 वर्गफीट। चतुर्सीमा - पूर्व - आम सड़क, पश्चिम - निर्भय सिंह का घर, उत्तर - आनंदीलाल का घर, दक्षिण - कृष्णा जी की खाली जमीन bbox=[589, 803, 935, 842]
table-row bbox=[253, 530, 935, 569]
story-headline: घटक दल कांग्रेस प्रत्याशी अक्षय बम के लिए एकजुट bbox=[12, 55, 218, 98]
table-row bbox=[253, 413, 935, 452]
company-name: हिन्दुजा हाउसिंग फायनेंस लिमिटेड bbox=[410, 169, 840, 188]
page-number: 04 bbox=[896, 9, 936, 39]
story-ghatak-dal bbox=[12, 55, 242, 380]
cell-borrower: श्री राजेश लालू (आवेदक) श्रीमती लालू बाई (सह-आवेदक) bbox=[253, 959, 389, 998]
cell-asset: पटवारी हल्का नंबर 46 ग्राम पंचायत रजिस्टर नंबर की संपत्ति 28 ग्राम मुंडला एवलारा तहसील जावरा जिला, रतलाम, मध्य प्रदेश, भारत - 457226 कुल क्षेत्रफल - 1368 वर्ग फुट। चतुर्सीमा - पूर्व - कान्हा जी का घर, पश्चिम - राजू सिंह का घर, उत्तर - आम सड़क, दक्षिण - खाली प्लॉट bbox=[589, 608, 935, 647]
